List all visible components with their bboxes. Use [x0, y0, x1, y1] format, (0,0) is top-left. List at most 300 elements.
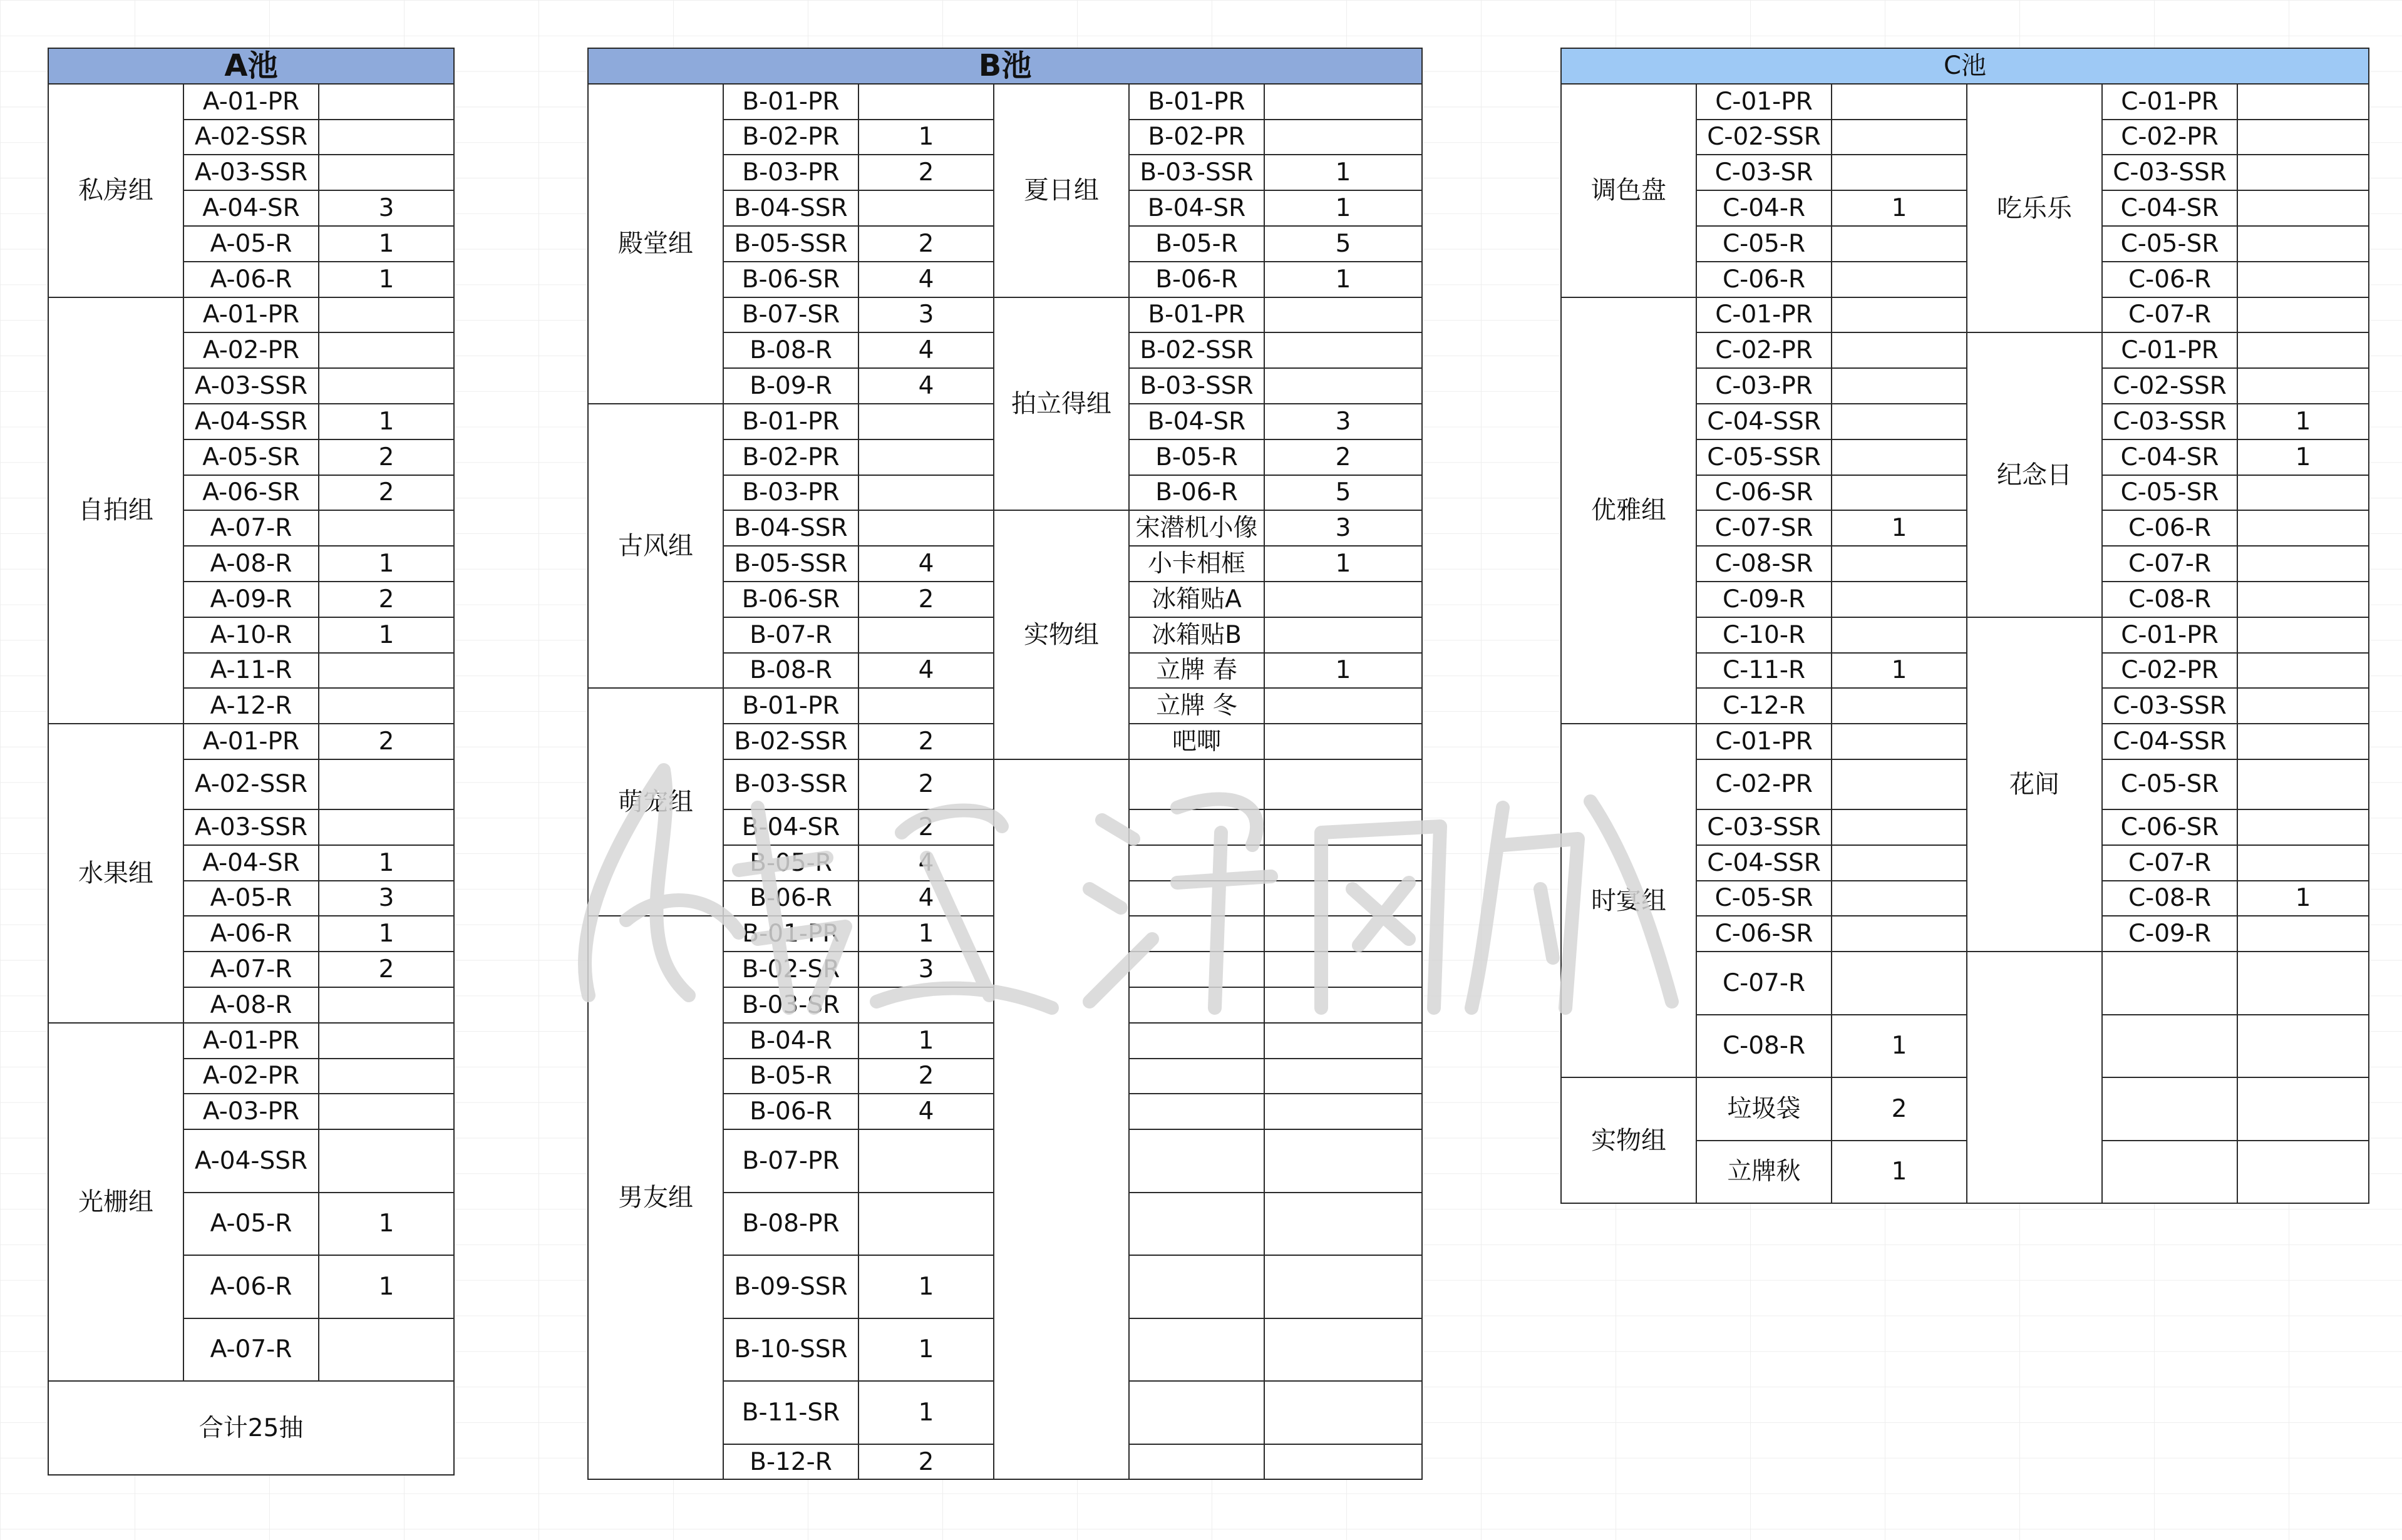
- item-code: A-07-R: [183, 510, 319, 546]
- item-code: B-08-R: [723, 653, 858, 689]
- group-name: 光栅组: [48, 1023, 183, 1381]
- item-code: C-04-R: [1696, 190, 1832, 226]
- item-count: [1832, 546, 1967, 582]
- group-name: 私房组: [48, 84, 183, 297]
- item-code: A-05-R: [183, 1193, 319, 1256]
- item-count: 1: [319, 916, 454, 952]
- item-code: A-06-R: [183, 1255, 319, 1318]
- item-count: [1832, 120, 1967, 155]
- item-code: A-04-SR: [183, 190, 319, 226]
- item-count: 2: [1264, 439, 1422, 475]
- empty-cell: [1264, 916, 1422, 952]
- item-count: 1: [319, 845, 454, 881]
- item-code: C-01-PR: [2102, 332, 2237, 368]
- item-count: [1832, 724, 1967, 759]
- item-code: C-08-R: [1696, 1015, 1832, 1078]
- item-count: [858, 510, 994, 546]
- item-code: 小卡相框: [1129, 546, 1264, 582]
- item-code: C-10-R: [1696, 617, 1832, 653]
- empty-cell: [1264, 845, 1422, 881]
- item-count: [2237, 297, 2369, 333]
- item-code: A-03-SSR: [183, 155, 319, 190]
- item-count: [2237, 510, 2369, 546]
- item-count: 1: [319, 1193, 454, 1256]
- item-code: C-08-R: [2102, 582, 2237, 617]
- item-count: [858, 987, 994, 1023]
- item-count: 1: [1264, 262, 1422, 297]
- item-code: B-01-PR: [1129, 297, 1264, 333]
- item-code: C-07-R: [2102, 845, 2237, 881]
- item-code: A-05-R: [183, 881, 319, 916]
- item-code: 冰箱贴A: [1129, 582, 1264, 617]
- item-code: B-12-R: [723, 1444, 858, 1480]
- item-count: [2237, 475, 2369, 511]
- item-count: 2: [858, 809, 994, 845]
- item-count: 5: [1264, 475, 1422, 511]
- empty-cell: [2102, 952, 2237, 1015]
- item-count: 4: [858, 845, 994, 881]
- item-code: B-03-SSR: [723, 759, 858, 809]
- item-count: 3: [1264, 404, 1422, 439]
- group-name: 优雅组: [1561, 297, 1696, 724]
- item-code: 吧唧: [1129, 724, 1264, 759]
- item-count: [319, 1318, 454, 1382]
- item-code: A-06-R: [183, 916, 319, 952]
- item-count: [1264, 582, 1422, 617]
- group-name: 殿堂组: [588, 84, 723, 404]
- item-code: A-05-R: [183, 226, 319, 262]
- item-count: 3: [858, 297, 994, 333]
- item-code: C-07-R: [2102, 546, 2237, 582]
- item-count: 5: [1264, 226, 1422, 262]
- item-code: B-06-R: [723, 881, 858, 916]
- item-code: B-03-PR: [723, 475, 858, 511]
- group-name: 实物组: [1561, 1077, 1696, 1203]
- item-code: C-11-R: [1696, 653, 1832, 689]
- item-count: 4: [858, 881, 994, 916]
- item-count: [1832, 688, 1967, 724]
- item-count: [319, 84, 454, 120]
- item-code: A-07-R: [183, 1318, 319, 1382]
- item-code: A-10-R: [183, 617, 319, 653]
- item-count: [2237, 190, 2369, 226]
- item-code: C-09-R: [2102, 916, 2237, 952]
- item-count: [1264, 368, 1422, 404]
- item-code: A-01-PR: [183, 297, 319, 333]
- item-code: 宋潜机小像: [1129, 510, 1264, 546]
- empty-cell: [1129, 1381, 1264, 1444]
- item-count: [858, 1129, 994, 1193]
- item-count: 3: [319, 190, 454, 226]
- empty-cell: [1129, 1444, 1264, 1480]
- item-code: C-06-SR: [1696, 475, 1832, 511]
- item-count: 1: [858, 916, 994, 952]
- item-count: 2: [319, 582, 454, 617]
- item-code: C-05-SR: [1696, 881, 1832, 916]
- item-code: C-05-SR: [2102, 759, 2237, 809]
- item-count: 1: [2237, 881, 2369, 916]
- item-count: [319, 1094, 454, 1129]
- item-count: [1832, 226, 1967, 262]
- item-count: [1264, 332, 1422, 368]
- item-code: C-12-R: [1696, 688, 1832, 724]
- item-count: 2: [858, 582, 994, 617]
- item-code: B-08-PR: [723, 1193, 858, 1256]
- item-count: 2: [858, 155, 994, 190]
- item-code: B-06-SR: [723, 582, 858, 617]
- item-code: B-04-SR: [1129, 190, 1264, 226]
- item-code: C-06-SR: [2102, 809, 2237, 845]
- item-code: B-01-PR: [723, 916, 858, 952]
- item-count: 4: [858, 262, 994, 297]
- item-count: 1: [1832, 1141, 1967, 1204]
- empty-cell: [1264, 1255, 1422, 1318]
- empty-cell: [1129, 916, 1264, 952]
- item-count: [319, 332, 454, 368]
- empty-cell: [1264, 881, 1422, 916]
- item-code: B-02-PR: [1129, 120, 1264, 155]
- item-code: B-04-R: [723, 1023, 858, 1059]
- item-count: 2: [858, 1444, 994, 1480]
- pool-a-table: [48, 48, 455, 1476]
- item-count: [319, 688, 454, 724]
- empty-cell: [2102, 1015, 2237, 1078]
- empty-cell: [1129, 1129, 1264, 1193]
- item-count: [319, 809, 454, 845]
- item-code: C-08-R: [2102, 881, 2237, 916]
- item-code: C-03-SSR: [2102, 404, 2237, 439]
- item-code: A-03-SSR: [183, 368, 319, 404]
- item-count: 1: [319, 1255, 454, 1318]
- item-count: [2237, 226, 2369, 262]
- empty-cell: [2102, 1077, 2237, 1141]
- item-code: A-09-R: [183, 582, 319, 617]
- item-count: [319, 155, 454, 190]
- item-code: B-09-R: [723, 368, 858, 404]
- item-code: A-01-PR: [183, 724, 319, 759]
- group-name: 时宴组: [1561, 724, 1696, 1077]
- item-code: C-02-PR: [2102, 120, 2237, 155]
- item-code: B-06-SR: [723, 262, 858, 297]
- item-count: [1832, 332, 1967, 368]
- item-count: 2: [319, 475, 454, 511]
- item-code: B-09-SSR: [723, 1255, 858, 1318]
- empty-cell: [2237, 1077, 2369, 1141]
- item-count: [1832, 881, 1967, 916]
- empty-cell: [1264, 759, 1422, 809]
- item-count: 1: [858, 1318, 994, 1382]
- item-count: [2237, 809, 2369, 845]
- item-count: 1: [1832, 510, 1967, 546]
- empty-cell: [1264, 1381, 1422, 1444]
- group-name: 自拍组: [48, 297, 183, 724]
- item-count: 2: [319, 724, 454, 759]
- item-count: [319, 653, 454, 689]
- item-code: B-07-PR: [723, 1129, 858, 1193]
- item-count: 3: [1264, 510, 1422, 546]
- item-count: [1264, 84, 1422, 120]
- empty-cell: [2237, 952, 2369, 1015]
- item-code: A-06-R: [183, 262, 319, 297]
- item-count: 2: [858, 1059, 994, 1094]
- item-count: [1832, 368, 1967, 404]
- item-code: B-05-SSR: [723, 546, 858, 582]
- item-count: [1832, 297, 1967, 333]
- empty-cell: [1264, 1023, 1422, 1059]
- item-code: B-02-SSR: [723, 724, 858, 759]
- item-code: 垃圾袋: [1696, 1077, 1832, 1141]
- item-count: [1832, 155, 1967, 190]
- item-count: 2: [1832, 1077, 1967, 1141]
- item-code: B-11-SR: [723, 1381, 858, 1444]
- item-code: B-04-SR: [1129, 404, 1264, 439]
- item-count: [2237, 759, 2369, 809]
- empty-cell: [1129, 759, 1264, 809]
- empty-cell: [1129, 1023, 1264, 1059]
- item-count: 4: [858, 332, 994, 368]
- pool-c-title: C池: [1561, 48, 2369, 84]
- empty-cell: [1129, 1318, 1264, 1382]
- item-code: A-03-SSR: [183, 809, 319, 845]
- item-count: [2237, 724, 2369, 759]
- item-code: C-03-SSR: [2102, 155, 2237, 190]
- item-count: 2: [319, 952, 454, 987]
- item-code: 立牌秋: [1696, 1141, 1832, 1204]
- item-code: B-06-R: [1129, 262, 1264, 297]
- item-code: C-05-R: [1696, 226, 1832, 262]
- empty-cell: [1129, 987, 1264, 1023]
- item-code: A-02-SSR: [183, 120, 319, 155]
- item-code: B-04-SSR: [723, 190, 858, 226]
- empty-cell: [994, 759, 1129, 1479]
- item-code: B-03-PR: [723, 155, 858, 190]
- item-count: [1832, 404, 1967, 439]
- pool-b-title: B池: [588, 48, 1422, 84]
- item-code: A-05-SR: [183, 439, 319, 475]
- empty-cell: [2237, 1015, 2369, 1078]
- item-count: [1264, 724, 1422, 759]
- item-code: A-02-SSR: [183, 759, 319, 809]
- empty-cell: [1264, 809, 1422, 845]
- item-count: [858, 84, 994, 120]
- item-count: [1264, 120, 1422, 155]
- group-name: 纪念日: [1967, 332, 2102, 617]
- item-code: A-12-R: [183, 688, 319, 724]
- item-count: 4: [858, 653, 994, 689]
- item-code: A-02-PR: [183, 1059, 319, 1094]
- item-count: [319, 759, 454, 809]
- item-code: B-06-R: [723, 1094, 858, 1129]
- item-code: C-04-SSR: [2102, 724, 2237, 759]
- empty-cell: [1129, 1059, 1264, 1094]
- item-count: [2237, 262, 2369, 297]
- item-count: 4: [858, 546, 994, 582]
- item-code: C-06-SR: [1696, 916, 1832, 952]
- item-count: 1: [319, 226, 454, 262]
- item-count: 4: [858, 1094, 994, 1129]
- item-code: B-04-SR: [723, 809, 858, 845]
- item-count: [858, 1193, 994, 1256]
- item-count: 1: [858, 120, 994, 155]
- item-count: [1264, 617, 1422, 653]
- item-code: C-04-SSR: [1696, 845, 1832, 881]
- empty-cell: [1264, 1444, 1422, 1480]
- item-code: C-01-PR: [2102, 617, 2237, 653]
- item-count: [319, 510, 454, 546]
- item-count: [1832, 809, 1967, 845]
- item-count: [1832, 916, 1967, 952]
- item-count: 2: [858, 759, 994, 809]
- group-name: 调色盘: [1561, 84, 1696, 297]
- item-count: [858, 688, 994, 724]
- empty-cell: [1264, 1318, 1422, 1382]
- item-code: A-06-SR: [183, 475, 319, 511]
- item-count: 1: [1264, 155, 1422, 190]
- group-name: 实物组: [994, 510, 1129, 759]
- item-count: [319, 987, 454, 1023]
- empty-cell: [1264, 1129, 1422, 1193]
- item-code: C-06-R: [2102, 262, 2237, 297]
- item-count: [2237, 582, 2369, 617]
- item-count: [1264, 297, 1422, 333]
- item-code: B-08-R: [723, 332, 858, 368]
- item-code: A-02-PR: [183, 332, 319, 368]
- item-count: [2237, 653, 2369, 689]
- item-count: [1832, 952, 1967, 1015]
- item-count: 3: [319, 881, 454, 916]
- item-code: C-03-PR: [1696, 368, 1832, 404]
- item-code: C-01-PR: [1696, 84, 1832, 120]
- item-code: C-02-PR: [1696, 759, 1832, 809]
- item-code: B-05-R: [1129, 226, 1264, 262]
- empty-cell: [2102, 1141, 2237, 1204]
- item-code: A-01-PR: [183, 1023, 319, 1059]
- empty-cell: [1967, 952, 2102, 1203]
- item-code: 冰箱贴B: [1129, 617, 1264, 653]
- item-count: 1: [1264, 190, 1422, 226]
- item-count: 1: [319, 262, 454, 297]
- empty-cell: [1129, 809, 1264, 845]
- item-count: [858, 404, 994, 439]
- empty-cell: [1129, 1193, 1264, 1256]
- item-code: B-01-PR: [1129, 84, 1264, 120]
- item-code: B-05-R: [723, 845, 858, 881]
- item-code: B-07-R: [723, 617, 858, 653]
- item-count: [1264, 688, 1422, 724]
- item-count: [319, 368, 454, 404]
- item-code: C-06-R: [1696, 262, 1832, 297]
- item-code: A-04-SSR: [183, 404, 319, 439]
- empty-cell: [1264, 1193, 1422, 1256]
- item-count: [2237, 617, 2369, 653]
- item-code: C-01-PR: [2102, 84, 2237, 120]
- item-count: 1: [1264, 653, 1422, 689]
- item-count: [858, 617, 994, 653]
- item-code: C-02-SSR: [2102, 368, 2237, 404]
- item-code: C-04-SR: [2102, 190, 2237, 226]
- item-count: 1: [2237, 404, 2369, 439]
- item-count: [2237, 84, 2369, 120]
- item-count: [1832, 617, 1967, 653]
- empty-cell: [1264, 1094, 1422, 1129]
- item-code: A-11-R: [183, 653, 319, 689]
- item-count: [858, 439, 994, 475]
- item-count: [319, 120, 454, 155]
- item-count: [1832, 84, 1967, 120]
- item-code: C-05-SSR: [1696, 439, 1832, 475]
- item-count: [2237, 916, 2369, 952]
- item-code: C-05-SR: [2102, 226, 2237, 262]
- item-code: B-03-SSR: [1129, 368, 1264, 404]
- pool-a-total: 合计25抽: [48, 1381, 454, 1475]
- item-code: A-04-SSR: [183, 1129, 319, 1193]
- item-code: C-03-SSR: [2102, 688, 2237, 724]
- group-name: 夏日组: [994, 84, 1129, 297]
- item-count: 1: [1264, 546, 1422, 582]
- item-count: [2237, 120, 2369, 155]
- item-count: 1: [319, 546, 454, 582]
- empty-cell: [2237, 1141, 2369, 1204]
- item-count: 3: [858, 952, 994, 987]
- item-code: B-02-PR: [723, 120, 858, 155]
- item-code: A-03-PR: [183, 1094, 319, 1129]
- item-code: B-03-SSR: [1129, 155, 1264, 190]
- item-code: C-07-SR: [1696, 510, 1832, 546]
- item-count: 1: [319, 617, 454, 653]
- item-code: B-05-R: [1129, 439, 1264, 475]
- item-count: [1832, 582, 1967, 617]
- item-code: B-03-SR: [723, 987, 858, 1023]
- item-code: C-06-R: [2102, 510, 2237, 546]
- item-count: 1: [319, 404, 454, 439]
- pool-a-title: A池: [48, 48, 454, 84]
- item-count: 1: [858, 1255, 994, 1318]
- item-code: A-07-R: [183, 952, 319, 987]
- item-code: B-05-R: [723, 1059, 858, 1094]
- item-code: B-07-SR: [723, 297, 858, 333]
- item-count: 2: [319, 439, 454, 475]
- group-name: 古风组: [588, 404, 723, 688]
- item-count: 1: [1832, 190, 1967, 226]
- empty-cell: [1264, 1059, 1422, 1094]
- empty-cell: [1129, 952, 1264, 987]
- item-code: C-02-PR: [2102, 653, 2237, 689]
- item-count: [319, 1023, 454, 1059]
- group-name: 拍立得组: [994, 297, 1129, 511]
- item-code: C-09-R: [1696, 582, 1832, 617]
- item-code: B-04-SSR: [723, 510, 858, 546]
- item-code: B-01-PR: [723, 84, 858, 120]
- item-code: B-01-PR: [723, 404, 858, 439]
- item-code: A-08-R: [183, 546, 319, 582]
- item-count: 1: [858, 1381, 994, 1444]
- empty-cell: [1129, 1255, 1264, 1318]
- item-code: A-08-R: [183, 987, 319, 1023]
- item-code: B-02-SSR: [1129, 332, 1264, 368]
- item-count: [858, 190, 994, 226]
- empty-cell: [1129, 881, 1264, 916]
- item-count: [319, 1129, 454, 1193]
- item-count: 1: [1832, 1015, 1967, 1078]
- group-name: 萌宠组: [588, 688, 723, 916]
- item-code: C-02-PR: [1696, 332, 1832, 368]
- item-code: B-10-SSR: [723, 1318, 858, 1382]
- item-code: C-04-SR: [2102, 439, 2237, 475]
- group-name: 花间: [1967, 617, 2102, 952]
- item-count: [1832, 262, 1967, 297]
- group-name: 吃乐乐: [1967, 84, 2102, 333]
- item-code: A-04-SR: [183, 845, 319, 881]
